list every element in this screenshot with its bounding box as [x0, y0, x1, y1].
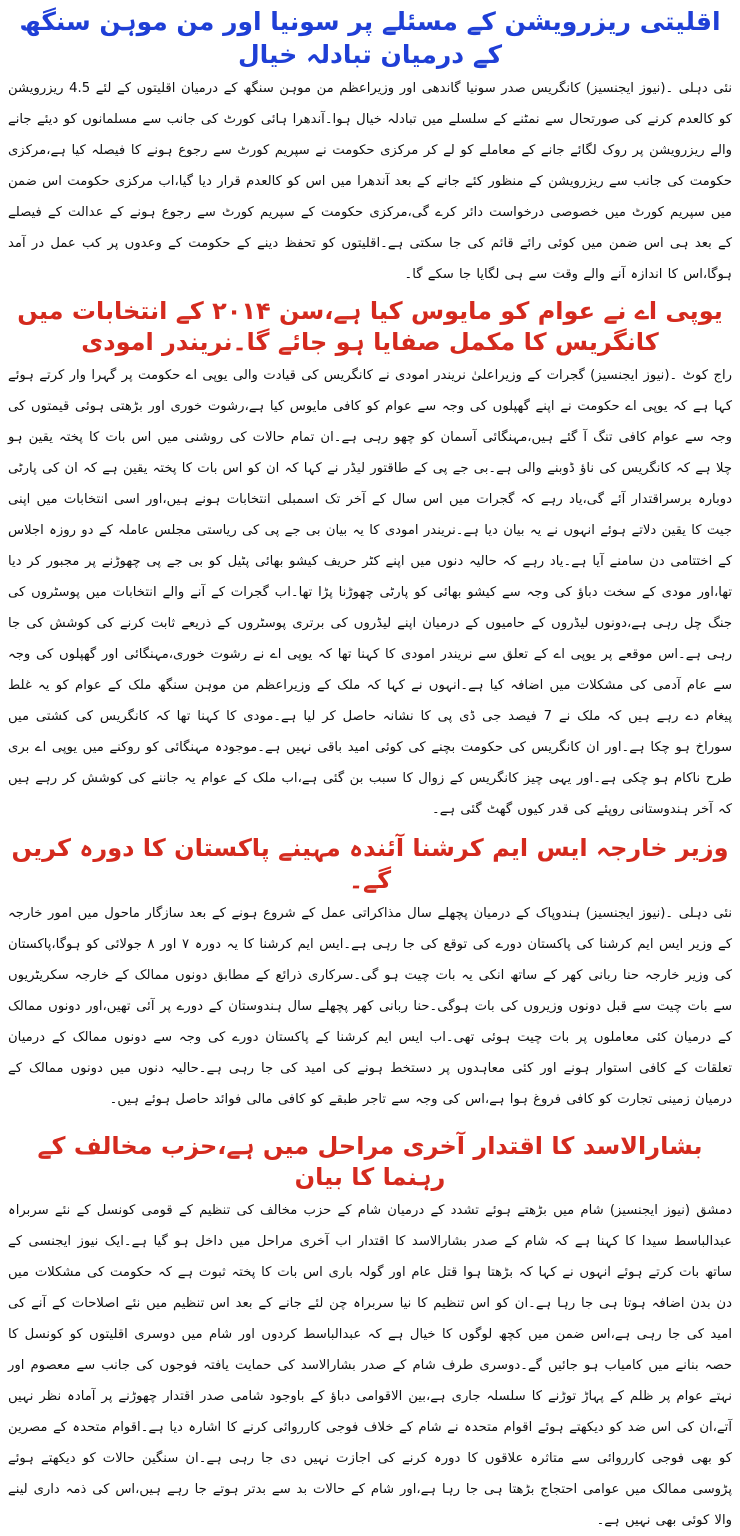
headline-modi-upa: یوپی اے نے عوام کو مایوس کیا ہے،سن ۲۰۱۴ کے انتخابات میں کانگریس کا مکمل صفایا ہو جائے گا۔نریندر امودی [17, 297, 723, 357]
body-assad: دمشق (نیوز ایجنسیز) شام میں بڑھتے ہوئے تشدد کے درمیان شام کے حزب مخالف کی تنظیم کے قومی کونسل کے نئے سربراہ عبدالباسط سیدا کا کہنا ہے کہ شام کے صدر بشارالاسد کا اقتدار اب آخری مراحل میں داخل ہو گیا ہے۔ایک نیوز ایجنسی کے ساتھ بات کرتے ہوئے انہوں نے کہا کہ بڑھتا ہوا قتل عام اور گولہ باری اس بات کا پختہ ثبوت ہے کہ حکومت کی مشکلات میں دن بدن اضافہ ہوتا ہی جا رہا ہے۔ان کو اس تنظیم کا نیا سربراہ چن لئے جانے کے بعد اس تنظیم میں نئے اصلاحات کے آنے کی امید کی جا رہی ہے،اس ضمن میں کچھ لوگوں کا خیال ہے کہ عبدالباسط کردوں اور شام میں دوسری اقلیتوں کو کونسل کا حصہ بنانے میں کامیاب ہو جائیں گے۔دوسری طرف شام کے صدر بشارالاسد کی حمایت یافتہ فوجوں کی جانب سے معصوم اور نہتے عوام پر ظلم کے پہاڑ توڑنے کا سلسلہ جاری ہے،بین الاقوامی دباؤ کے باوجود شامی صدر اقتدار چھوڑنے پر آمادہ نظر نہیں آتے،ان کی اس ضد کو دیکھتے ہوئے اقوام متحدہ نے شام کے خلاف فوجی کارروائی کرنے کا اشارہ دیا ہے۔اقوام متحدہ کے مصرین کو بھی فوجی کارروائی سے متاثرہ علاقوں کا دورہ کرنے کی اجازت نہیں دی جا رہی ہے۔ان سنگین حالات کو دیکھتے ہوئے پڑوسی ممالک میں عوامی احتجاج بڑھتا ہی جا رہا ہے،اور شام کے حالات بد سے بدتر ہوتے جا رہے ہیں،اس کی ذمہ داری لینے والا کوئی بھی نہیں ہے۔ [8, 1203, 732, 1529]
body-minority-reservation: نئی دہلی ۔(نیوز ایجنسیز) کانگریس صدر سونیا گاندھی اور وزیراعظم من موہن سنگھ کے درمیان اقلیتوں کے لئے 4.5 ریزرویشن کو کالعدم کرنے کی صورتحال سے نمٹنے کے سلسلے میں تبادلہ خیال ہوا۔آندھرا ہائی کورٹ کی جانب سے مسلمانوں کو دیئے جانے والے ریزرویشن پر روک لگائے جانے کے معاملے کو لے کر مرکزی حکومت نے سپریم کورٹ سے رجوع ہونے کا فیصلہ کیا ہے،مرکزی حکومت کی جانب سے ریزرویشن کے منظور کئے جانے کے بعد آندھرا میں اس کو کالعدم قرار دیا گیا،اب مرکزی حکومت اس ضمن میں سپریم کورٹ میں خصوصی درخواست دائر کرے گی،مرکزی حکومت کے سپریم کورٹ سے رجوع ہونے کے عدالت کے فیصلے کے بعد ہی اس ضمن میں کوئی رائے قائم کی جا سکتی ہے۔اقلیتوں کو تحفظ دینے کے حکومت کے وعدوں پر کب عمل در آمد ہوگا،اس کا اندازہ آنے والے وقت سے ہی لگایا جا سکے گا۔ [8, 81, 732, 282]
headline-assad: بشارالاسد کا اقتدار آخری مراحل میں ہے،حزب مخالف کے رہنما کا بیان [37, 1131, 703, 1191]
body-modi-upa: راج کوٹ ۔(نیوز ایجنسیز) گجرات کے وزیراعلیٰ نریندر امودی نے کانگریس کی قیادت والی یوپی اے حکومت پر گہرا وار کرتے ہوئے کہا ہے کہ یوپی اے حکومت نے اپنے گھپلوں کی وجہ سے عوام کو کافی مایوس کیا ہے،رشوت خوری اور بڑھتی ہوئی قیمتوں کی وجہ سے عوام کافی تنگ آ گئے ہیں،مہنگائی آسمان کو چھو رہی ہے۔ان تمام حالات کی روشنی میں اس بات کا پختہ یقین ہو چلا ہے کہ کانگریس کی ناؤ ڈوبنے والی ہے۔بی جے پی کے طاقتور لیڈر نے کہا کہ ان کو اس بات کا پختہ یقین ہے کہ ان کی پارٹی دوبارہ برسراقتدار آئے گی،یاد رہے کہ گجرات میں اس سال کے آخر تک اسمبلی انتخابات ہونے ہیں،اور اسی انتخابات میں اپنی جیت کا یقین دلاتے ہوئے انہوں نے یہ بیان دیا ہے۔نریندر امودی کا یہ بیان بی جے پی کی ریاستی مجلس عاملہ کے دو روزہ اجلاس کے اختتامی دن سامنے آیا ہے۔یاد رہے کہ حالیہ دنوں میں اپنے کٹر حریف کیشو بھائی پٹیل کو بی جے پی چھوڑنے پر مجبور کر دیا تھا،اور مودی کے سخت دباؤ کی وجہ سے کیشو بھائی کو پارٹی چھوڑنا پڑا تھا۔اب گجرات کے آنے والے انتخابات میں پوسٹروں کی جنگ چل رہی ہے،دونوں لیڈروں کے حامیوں کے درمیان اپنے لیڈروں کی برتری پوسٹروں کے ذریعے ثابت کرنے کی کوشش کی جا رہی ہے۔اس موقعے پر یوپی اے کے تعلق سے نریندر امودی کا کہنا تھا کہ یوپی اے نے رشوت خوری،مہنگائی اور گھپلوں کی وجہ سے عام آدمی کی مشکلات میں اضافہ کیا ہے۔انہوں نے کہا کہ ملک کے وزیراعظم من موہن سنگھ ملک کے عوام کو یہ غلط پیغام دے رہے ہیں کہ ملک نے 7 فیصد جی ڈی پی کا نشانہ حاصل کر لیا ہے۔مودی کا کہنا تھا کہ کانگریس کی کشتی میں سوراخ ہو چکا ہے۔اور ان کانگریس کی حکومت بچنے کی کوئی امید باقی نہیں ہے۔موجودہ مہنگائی کو روکنے میں یوپی اے بری طرح ناکام ہو چکی ہے۔اور یہی چیز کانگریس کے زوال کا سبب بن گئی ہے،اب ملک کے عوام یہ جاننے کی کوشش کر رہے ہیں کہ آخر ہندوستانی روپئے کی قدر کیوں گھٹ گئی ہے۔ [8, 368, 732, 818]
headline-minority-reservation: اقلیتی ریزرویشن کے مسئلے پر سونیا اور من موہن سنگھ کے درمیان تبادلہ خیال [19, 7, 721, 69]
article-modi-upa [8, 296, 732, 825]
article-krishna-pakistan [8, 833, 732, 1114]
article-assad [8, 1131, 732, 1536]
article-minority-reservation [8, 6, 732, 290]
headline-krishna-pakistan: وزیر خارجہ ایس ایم کرشنا آئندہ مہینے پاکستان کا دورہ کریں گے۔ [11, 834, 729, 894]
body-krishna-pakistan: نئی دہلی ۔(نیوز ایجنسیز) ہندوپاک کے درمیان پچھلے سال مذاکراتی عمل کے شروع ہونے کے بعد سازگار ماحول میں امور خارجہ کے وزیر ایس ایم کرشنا کی پاکستان دورے کی توقع کی جا رہی ہے۔ایس ایم کرشنا کا یہ دورہ ۷ اور ۸ جولائی کو ہوگا،پاکستان کی وزیر خارجہ حنا ربانی کھر کے ساتھ انکی یہ بات چیت ہو گی۔سرکاری ذرائع کے مطابق دونوں ممالک کے خارجہ سکریٹریوں سے بات چیت سے قبل دونوں وزیروں کی بات ہوگی۔حنا ربانی کھر پچھلے سال ہندوستان کے دورے پر آئی تھیں،اور دونوں ممالک کے درمیان کئی معاملوں پر بات چیت ہوئی تھی۔اب ایس ایم کرشنا کے پاکستان دورے کی وجہ سے دونوں ممالک کے درمیان تعلقات کے کافی استوار ہونے اور کئی معاہدوں پر دستخط ہونے کی امید کی جا رہی ہے۔حالیہ دنوں میں دونوں ممالک کے درمیان زمینی تجارت کو کافی فروغ ہوا ہے،اس کی وجہ سے تاجر طبقے کو کافی مالی فوائد حاصل ہوئے ہیں۔ [8, 905, 732, 1107]
